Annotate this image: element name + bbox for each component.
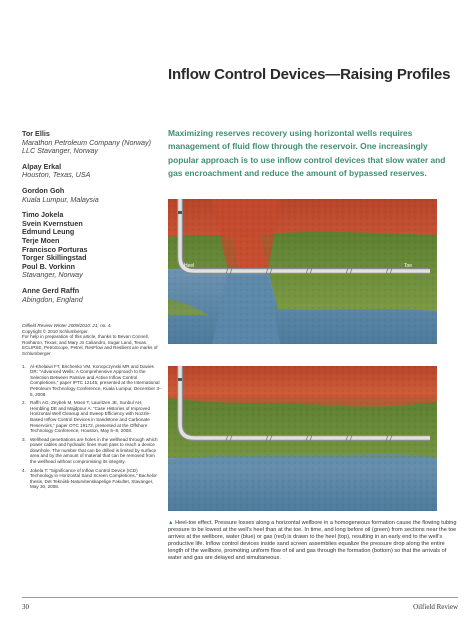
author-name: Edmund Leung <box>22 227 75 237</box>
article-title: Inflow Control Devices—Raising Profiles <box>168 66 451 83</box>
journal-citation: Oilfield Review Winter 2009/2010: 21, no. 4. <box>22 323 112 328</box>
author-name: Torger Skillingstad <box>22 253 87 263</box>
author-list <box>22 130 162 311</box>
author-affiliation: Houston, Texas, USA <box>22 170 91 180</box>
author-name: Anne Gerd Raffn <box>22 285 80 295</box>
reservoir-illustration-bottom <box>168 366 437 511</box>
lead-paragraph: Maximizing reserves recovery using horizontal wells requires management of fluid flow through the reservoir. One increasingly popular approach is to use inflow control devices that slow water and gas encroachment and reduce the amount of bypassed reserves. <box>168 128 446 179</box>
author-block <box>22 211 162 280</box>
reference-number: 3. <box>22 436 26 442</box>
reference-item <box>22 468 162 490</box>
toe-label: Toe <box>404 263 413 269</box>
author-affiliation: Kuala Lumpur, Malaysia <box>22 194 99 204</box>
heel-toe-figure-bottom <box>168 366 437 511</box>
heel-label: Heel <box>184 263 195 269</box>
reference-list <box>22 364 162 490</box>
caption-arrow-icon: ▲ <box>168 520 174 526</box>
author-block <box>22 287 162 304</box>
reference-item <box>22 364 162 398</box>
reference-item <box>22 437 162 465</box>
figure-caption <box>168 520 458 562</box>
acknowledgment-text: For help in preparation of this article, thanks to Bevan Connell, Rosharon, Texas; and Mary Jo Caliandro, Sugar Land, Texas. <box>22 334 149 345</box>
footer-rule <box>22 597 458 598</box>
author-block <box>22 187 162 204</box>
author-name: Tor Ellis <box>22 129 50 138</box>
publication-notes <box>22 323 162 493</box>
reference-number: 1. <box>22 363 26 369</box>
author-name: Svein Kvernstuen <box>22 218 83 228</box>
reference-text: Wellhead penetrations are holes in the wellhead through which power cables and hydraulic lines must pass to reach a device downhole. The number that can be drilled is limited by surface area and by the amount of material that can be removed from the wellhead without compromising its integrity. <box>30 436 158 465</box>
author-name: Timo Jokela <box>22 210 64 220</box>
reference-text: Al-Khelaiwi FT, Birchenko VM, Konopczynski MR and Davies DR: “Advanced Wells: A Comprehensive Approach to the Selection Between Passive and Active Inflow Control Completions,” paper IPTC 12145, presented at the International Petroleum Technology Conference, Kuala Lumpur, December 3–5, 2008. <box>30 363 162 397</box>
reference-number: 2. <box>22 400 26 406</box>
author-name: Alpay Erkal <box>22 161 62 171</box>
author-affiliation: Stavanger, Norway <box>22 270 83 280</box>
author-affiliation: Marathon Petroleum Company (Norway) LLC Stavanger, Norway <box>22 137 152 156</box>
caption-lead: Heel-toe effect. <box>175 520 213 526</box>
author-name: Gordon Goh <box>22 185 65 195</box>
reference-item <box>22 400 162 434</box>
reference-text: Raffn AG, Zeybek M, Moen T, Lauritzen JE, Sunbul AH, Hembling DE and Majdpour A: “Case Histories of Improved Horizontal Well Cleanup and Sweep Efficiency with Nozzle-Based Inflow Control Devices in Sandstone and Carbonate Reservoirs,” paper OTC 19172, presented at the Offshore Technology Conference, Houston, May 5–8, 2008. <box>30 400 151 434</box>
author-name: Terje Moen <box>22 235 60 245</box>
copyright-line: Copyright © 2010 Schlumberger. <box>22 328 89 334</box>
author-name: Poul B. Vorkinn <box>22 261 75 271</box>
author-name: Francisco Porturas <box>22 244 88 254</box>
author-affiliation: Abingdon, England <box>22 294 83 304</box>
reference-number: 4. <box>22 467 26 473</box>
author-block <box>22 163 162 180</box>
reference-text: Jokela T: “Significance of Inflow Control Device (ICD) Technology in Horizontal Sand Screen Completions,” Bachelor thesis, Det Tekniisk-Naturvitenskapelige Fakultet, Stavanger, May 30, 2008. <box>30 467 157 490</box>
page-number: 30 <box>22 603 29 611</box>
author-block <box>22 130 162 156</box>
footer-journal-name: Oilfield Review <box>413 603 458 611</box>
reservoir-illustration-top <box>168 199 437 344</box>
heel-toe-figure-top <box>168 199 437 344</box>
trademark-text: ECLIPSE, PetroScope, Petrel, ResFlow and Resilient are marks of Schlumberger. <box>22 345 158 356</box>
caption-body: Pressure losses along a horizontal wellbore in a homogeneous formation cause the flowing tubing pressure to be lowest at the well’s heel than at the toe. In time, and long before oil (green) from sections near the toe arrives at the wellbore, water (blue) or gas (red) is drawn to the heel (top), resulting in an early end to the well’s productive life. Inflow control devices inside sand screen assemblies equalize the pressure drop along the entire length of the wellbore, promoting uniform flow of oil and gas through the formation (bottom) so that the arrivals of water and gas are delayed and simultaneous. <box>168 520 457 561</box>
